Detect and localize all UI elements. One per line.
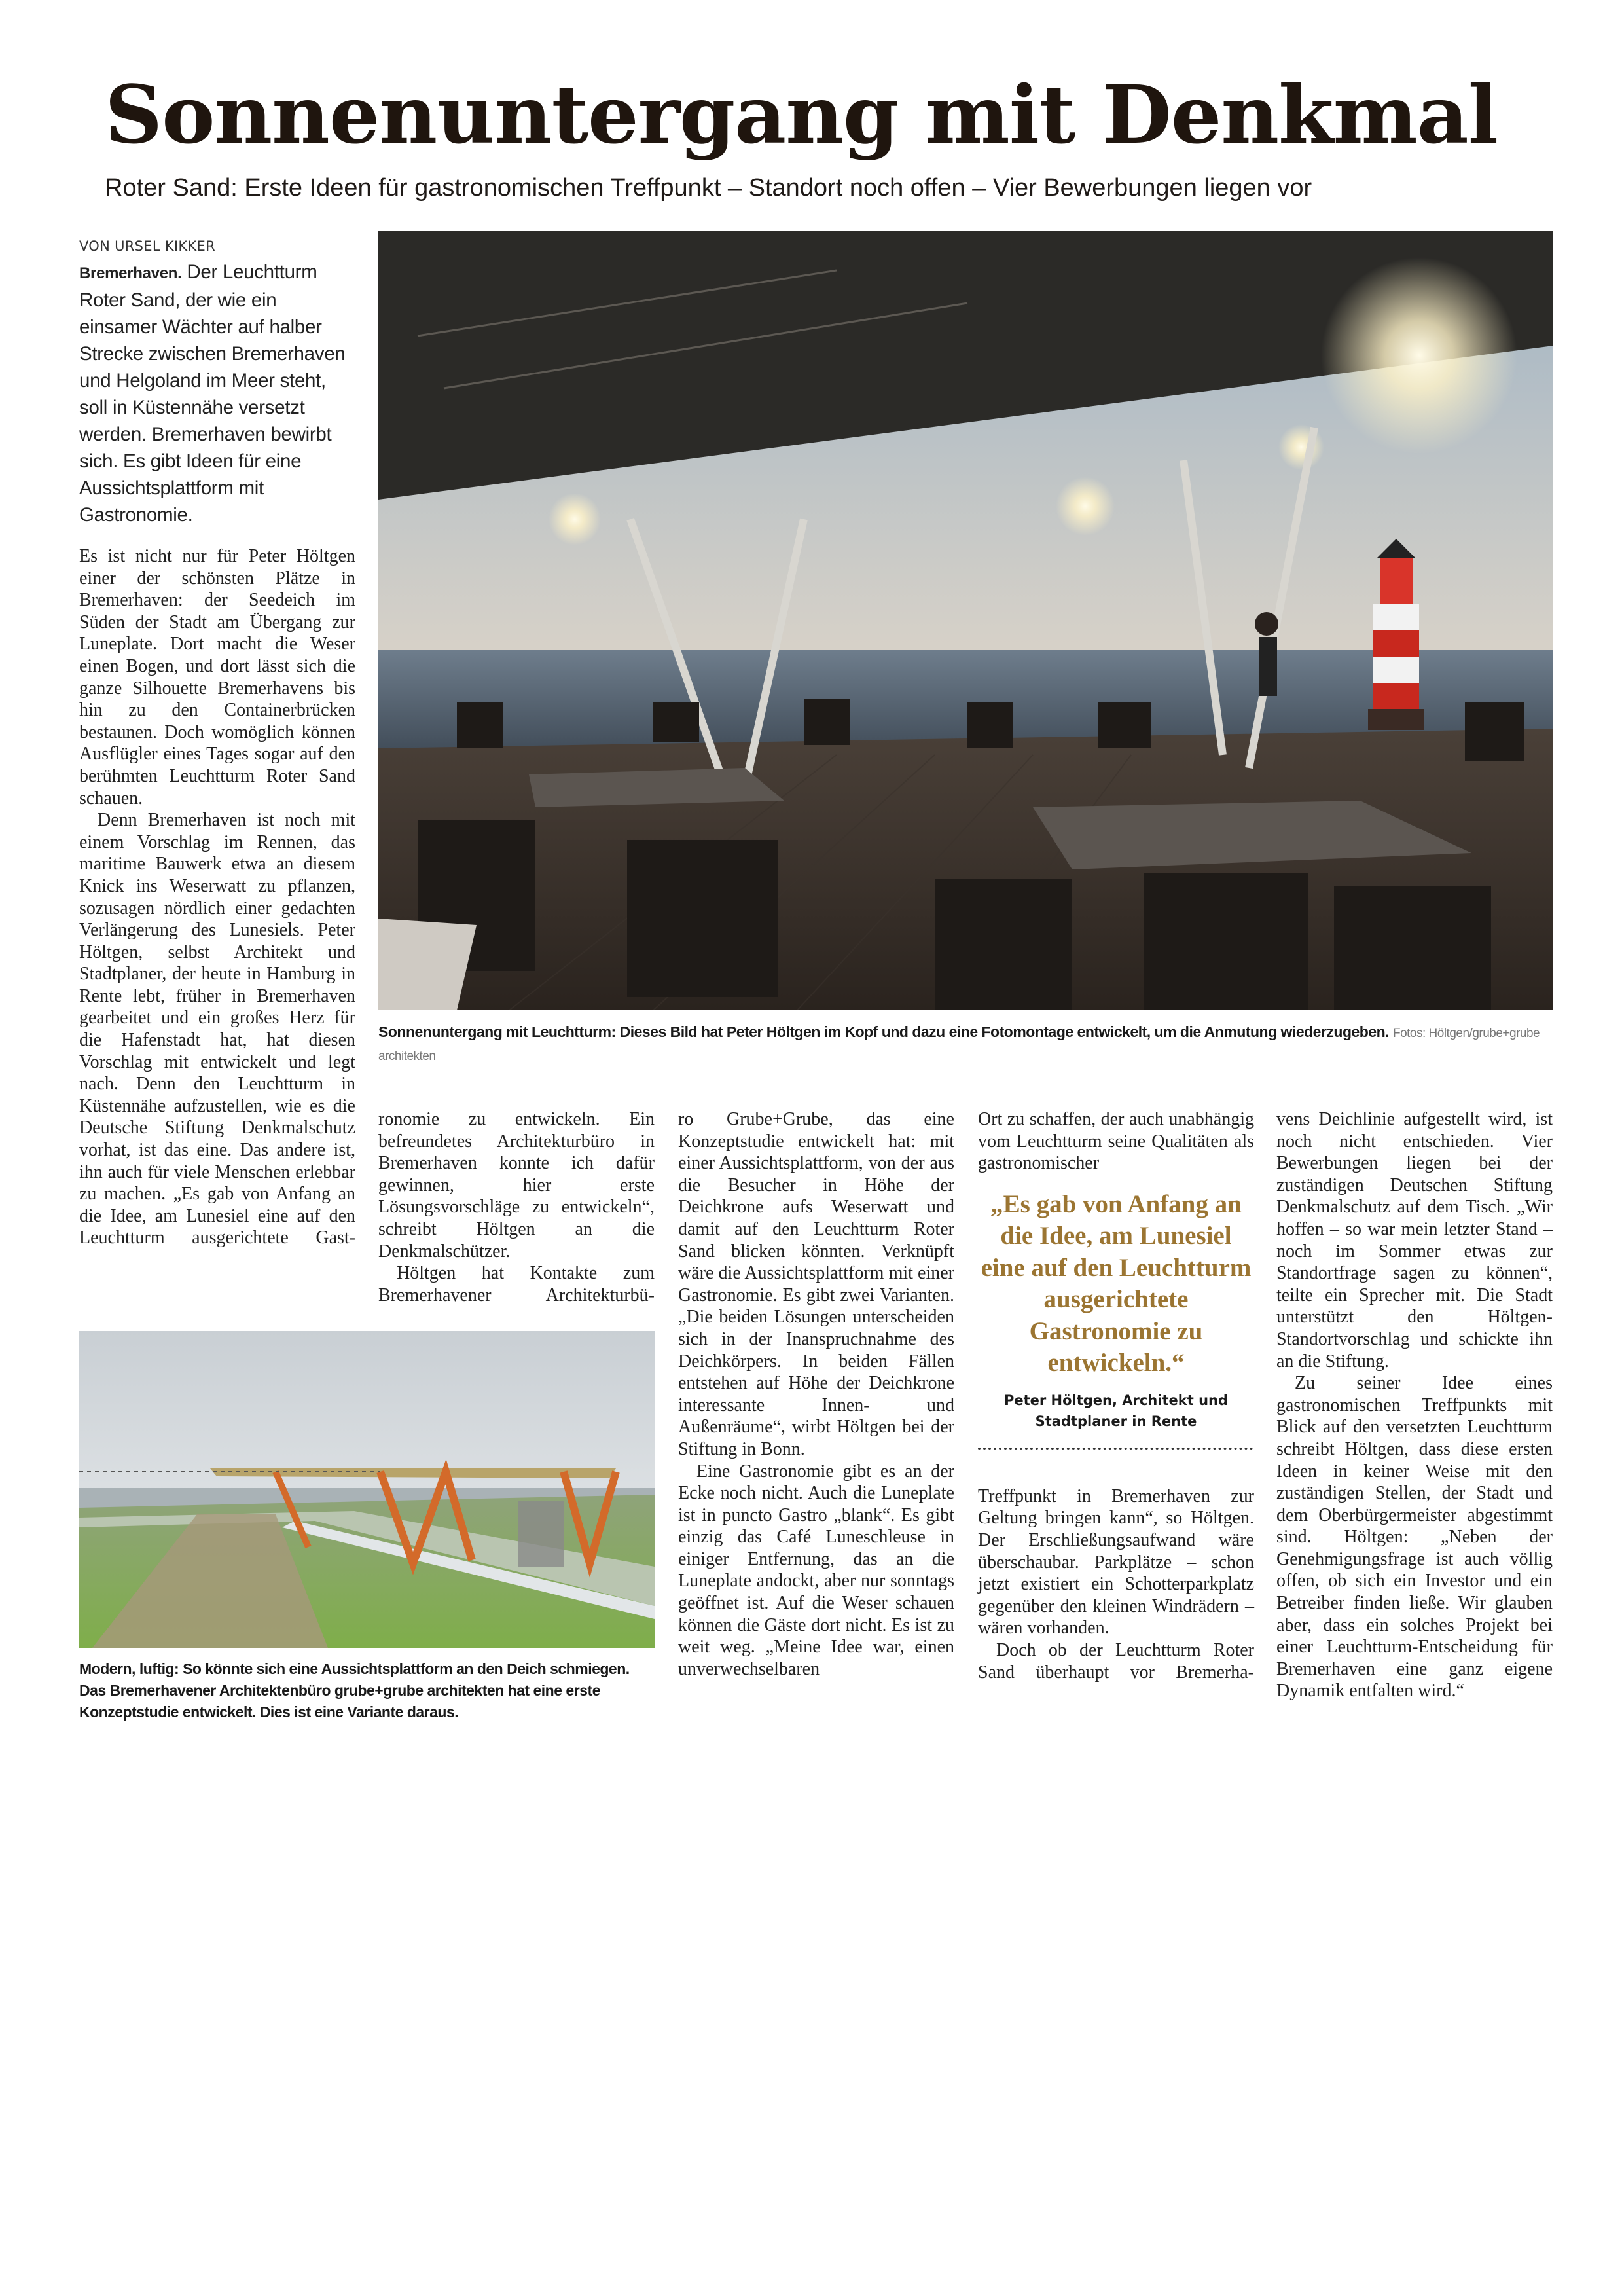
article-column-3 <box>678 1108 954 1680</box>
lead-paragraph <box>79 259 355 528</box>
pull-quote-attribution <box>978 1390 1254 1432</box>
body-paragraph: Ort zu schaffen, der auch unabhängig vom Leuchtturm seine Qualitäten als gastronomischer <box>978 1109 1254 1174</box>
article-column-4-bottom <box>978 1485 1254 1683</box>
body-paragraph: Doch ob der Leuchtturm Roter Sand überhaupt vor Bremerha- <box>978 1639 1254 1683</box>
article-column-5 <box>1276 1108 1553 1702</box>
byline: VON URSEL KIKKER <box>79 238 216 254</box>
lead-text: Der Leuchtturm Roter Sand, der wie ein einsamer Wächter auf halber Strecke zwischen Bremerhaven und Helgoland im Meer steht, soll in Küstennähe versetzt werden. Bremerhaven bewirbt sich. Es gibt Ideen für eine Aussichtsplattform mit Gastronomie. <box>79 261 346 526</box>
body-paragraph: Eine Gastronomie gibt es an der Ecke noch nicht. Auch die Luneplate ist in puncto Gastro „blank“. Es gibt einzig das Café Luneschleuse in einiger Entfernung, das an die Luneplate andockt, aber nur sonntags geöffnet ist. Auf die Weser schauen können die Gäste dort nicht. Es ist zu weit weg. „Meine Idee war, einen unverwechselbaren <box>678 1461 954 1679</box>
attribution-line: Stadtplaner in Rente <box>1035 1413 1197 1429</box>
subheadline: Roter Sand: Erste Ideen für gastronomischen Treffpunkt – Standort noch offen – Vier Bewerbungen liegen vor <box>105 174 1312 202</box>
body-paragraph: ronomie zu entwickeln. Ein befreundetes Architekturbüro in Bremerhaven konnte ich dafür gewinnen, hier erste Lösungsvorschläge zu entwickeln“, schreibt Höltgen an die Denkmalschützer. <box>378 1109 655 1262</box>
body-paragraph: Denn Bremerhaven ist noch mit einem Vorschlag im Rennen, das maritime Bauwerk etwa an diesem Knick ins Weserwatt zu pflanzen, sozusagen nördlich einer gedachten Verlängerung des Lunesiels. Peter Höltgen, selbst Architekt und Stadtplaner, der heute in Hamburg in Rente lebt, früher in Bremerhaven gearbeitet und ein großes Herz für die Hafenstadt hat, hat diesen Vorschlag mit entwickelt und legt nach. Denn den Leuchtturm in Küstennähe aufzustellen, wie es die Deutsche Stiftung Denkmalschutz vorhat, ist das eine. Das andere ist, ihn auch für viele Menschen erlebbar zu machen. „Es gab von Anfang an die Idee, am Lunesiel eine auf den Leuchtturm ausgerichtete Gast- <box>79 810 355 1248</box>
headline: Sonnenuntergang mit Denkmal <box>105 67 1498 162</box>
secondary-photo-platform-concept <box>79 1331 655 1648</box>
article-column-2 <box>378 1108 655 1306</box>
body-paragraph: Höltgen hat Kontakte zum Bremerhavener Architekturbü- <box>378 1263 655 1305</box>
main-photo-rooftop-terrace-lighthouse <box>378 231 1553 1010</box>
dateline: Bremerhaven. <box>79 264 182 282</box>
body-paragraph: Es ist nicht nur für Peter Höltgen einer der schönsten Plätze in Bremerhaven: der Seedeich im Süden der Stadt am Übergang zur Luneplate. Dort macht die Weser einen Bogen, und dort lässt sich die ganze Silhouette Bremerhavens bis hin zu den Containerbrücken bestaunen. Doch womöglich können Ausflügler eines Tages sogar auf den berühmten Leuchtturm Roter Sand schauen. <box>79 546 355 809</box>
body-paragraph: Treffpunkt in Bremerhaven zur Geltung bringen kann“, so Höltgen. Der Erschließungsaufwand wäre überschaubar. Parkplätze – schon jetzt existiert ein Schotterparkplatz gegenüber den kleinen Windrädern – wären vorhanden. <box>978 1485 1254 1639</box>
caption-text: Sonnenuntergang mit Leuchtturm: Dieses Bild hat Peter Höltgen im Kopf und dazu eine Fotomontage entwickelt, um die Anmutung wiederzugeben. <box>378 1023 1390 1040</box>
main-photo-caption <box>378 1021 1557 1067</box>
body-paragraph: vens Deichlinie aufgestellt wird, ist noch nicht entschieden. Vier Bewerbungen liegen bei der zuständigen Deutschen Stiftung Denkmalschutz auf dem Tisch. „Wir hoffen – so war mein letzter Stand – noch im Sommer etwas zur Standortfrage sagen zu können“, teilte ein Sprecher mit. Die Stadt unterstützt den Höltgen-Standortvorschlag und schickte ihn an die Stiftung. <box>1276 1109 1553 1372</box>
article-column-1 <box>79 259 355 1249</box>
body-paragraph: ro Grube+Grube, das eine Konzeptstudie entwickelt hat: mit einer Aussichtsplattform, von der aus die Besucher in Höhe der Deichkrone aufs Weserwatt und damit auf den Leuchtturm Roter Sand blicken könnten. Verknüpft wäre die Aussichtsplattform mit einer Gastronomie. Es gibt zwei Varianten. „Die beiden Lösungen unterscheiden sich in der Inanspruchnahme des Deichkörpers. In beiden Fällen entstehen auf Höhe der Deichkrone interessante Innen- und Außenräume“, wirbt Höltgen bei der Stiftung in Bonn. <box>678 1109 954 1459</box>
dotted-divider <box>978 1448 1253 1450</box>
article-column-4 <box>978 1108 1254 1683</box>
attribution-line: Peter Höltgen, Architekt und <box>1003 1392 1229 1408</box>
body-paragraph: Zu seiner Idee eines gastronomischen Treffpunkts mit Blick auf den versetzten Leuchtturm schreibt Höltgen, dass diese ersten Ideen in keiner Weise mit den zuständigen Stellen, der Stadt und dem Oberbürgermeister abgestimmt sind. Höltgen: „Neben der Genehmigungsfrage ist auch völlig offen, ob sich ein Investor und ein Betreiber finden ließe. Wir glauben aber, dass ein solches Projekt bei einer Leuchtturm-Entscheidung für Bremerhaven eine ganz eigene Dynamik entfalten wird.“ <box>1276 1373 1553 1702</box>
secondary-photo-caption: Modern, luftig: So könnte sich eine Aussichtsplattform an den Deich schmiegen. Das Bremerhavener Architektenbüro grube+grube architekten hat eine erste Konzeptstudie entwickelt. Dies ist eine Variante daraus. <box>79 1660 630 1721</box>
pull-quote: „Es gab von Anfang an die Idee, am Lunesiel eine auf den Leuchtturm ausgerichtete Gastronomie zu entwickeln.“ <box>981 1190 1252 1377</box>
photo-credit: Fotos: Höltgen/grube+grube architekten <box>378 1027 1540 1063</box>
